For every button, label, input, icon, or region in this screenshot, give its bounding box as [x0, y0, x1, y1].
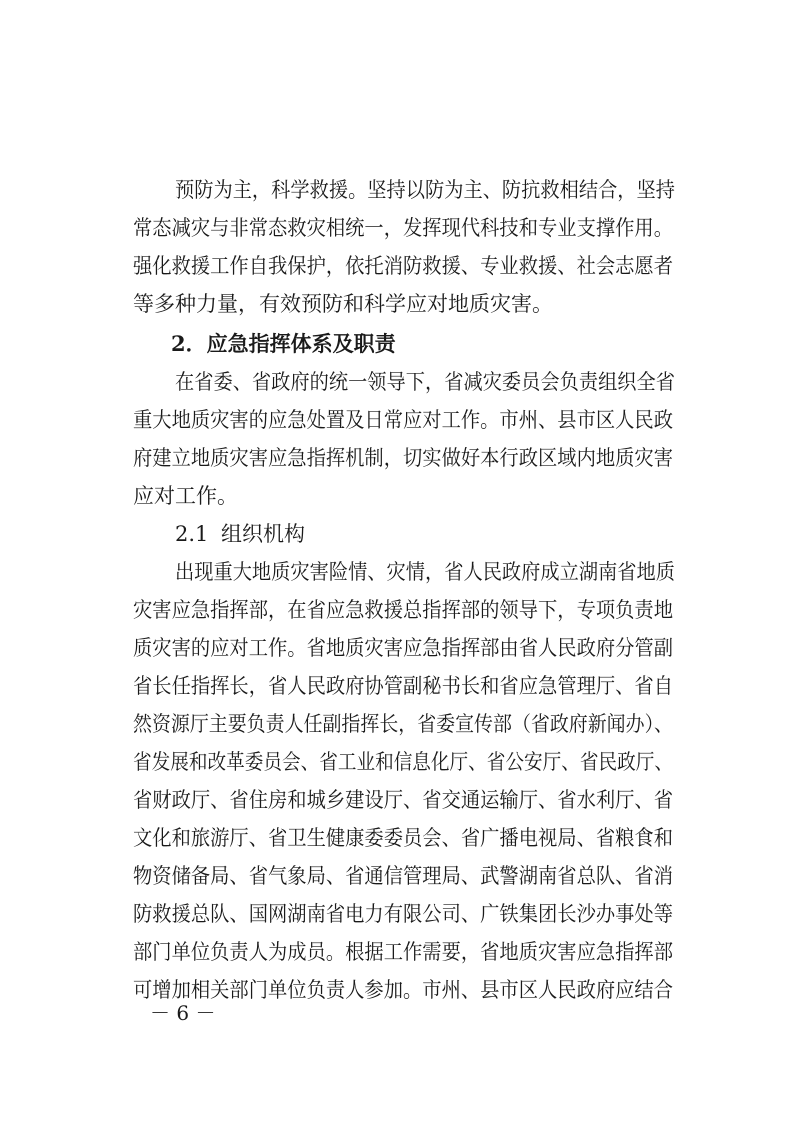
section-heading: 2．应急指挥体系及职责	[171, 331, 396, 356]
paragraph-line: 物资储备局、省气象局、省通信管理局、武警湖南省总队、省消	[133, 864, 673, 888]
paragraph-line: 省长任指挥长，省人民政府协管副秘书长和省应急管理厅、省自	[133, 674, 673, 698]
paragraph-line: 出现重大地质灾害险情、灾情，省人民政府成立湖南省地质	[175, 560, 675, 584]
paragraph-line: 防救援总队、国网湖南省电力有限公司、广铁集团长沙办事处等	[133, 902, 673, 926]
paragraph-line: 质灾害的应对工作。省地质灾害应急指挥部由省人民政府分管副	[133, 636, 673, 660]
paragraph-line: 然资源厅主要负责人任副指挥长，省委宣传部（省政府新闻办）、	[133, 712, 673, 736]
paragraph-line: 部门单位负责人为成员。根据工作需要，省地质灾害应急指挥部	[133, 940, 673, 964]
paragraph-line: 重大地质灾害的应急处置及日常应对工作。市州、县市区人民政	[133, 408, 673, 432]
page-number: － 6 －	[150, 1001, 216, 1025]
paragraph-line: 省发展和改革委员会、省工业和信息化厅、省公安厅、省民政厅、	[133, 750, 673, 774]
paragraph-line: 强化救援工作自我保护，依托消防救援、专业救援、社会志愿者	[133, 254, 673, 278]
paragraph-line: 预防为主，科学救援。坚持以防为主、防抗救相结合，坚持	[175, 178, 675, 202]
subsection-title: 组织机构	[221, 522, 305, 546]
paragraph-line: 文化和旅游厅、省卫生健康委委员会、省广播电视局、省粮食和	[133, 826, 673, 850]
subsection-number: 2.1	[175, 522, 209, 546]
paragraph-line: 在省委、省政府的统一领导下，省减灾委员会负责组织全省	[175, 370, 675, 394]
paragraph-line: 可增加相关部门单位负责人参加。市州、县市区人民政府应结合	[133, 978, 673, 1002]
paragraph-line: 府建立地质灾害应急指挥机制，切实做好本行政区域内地质灾害	[133, 446, 673, 470]
paragraph-line: 应对工作。	[133, 484, 238, 508]
paragraph-line: 常态减灾与非常态救灾相统一，发挥现代科技和专业支撑作用。	[133, 216, 673, 240]
paragraph-line: 灾害应急指挥部，在省应急救援总指挥部的领导下，专项负责地	[133, 598, 673, 622]
subsection-heading	[175, 521, 715, 547]
paragraph-line: 等多种力量，有效预防和科学应对地质灾害。	[133, 292, 553, 316]
paragraph-line: 省财政厅、省住房和城乡建设厅、省交通运输厅、省水利厅、省	[133, 788, 673, 812]
